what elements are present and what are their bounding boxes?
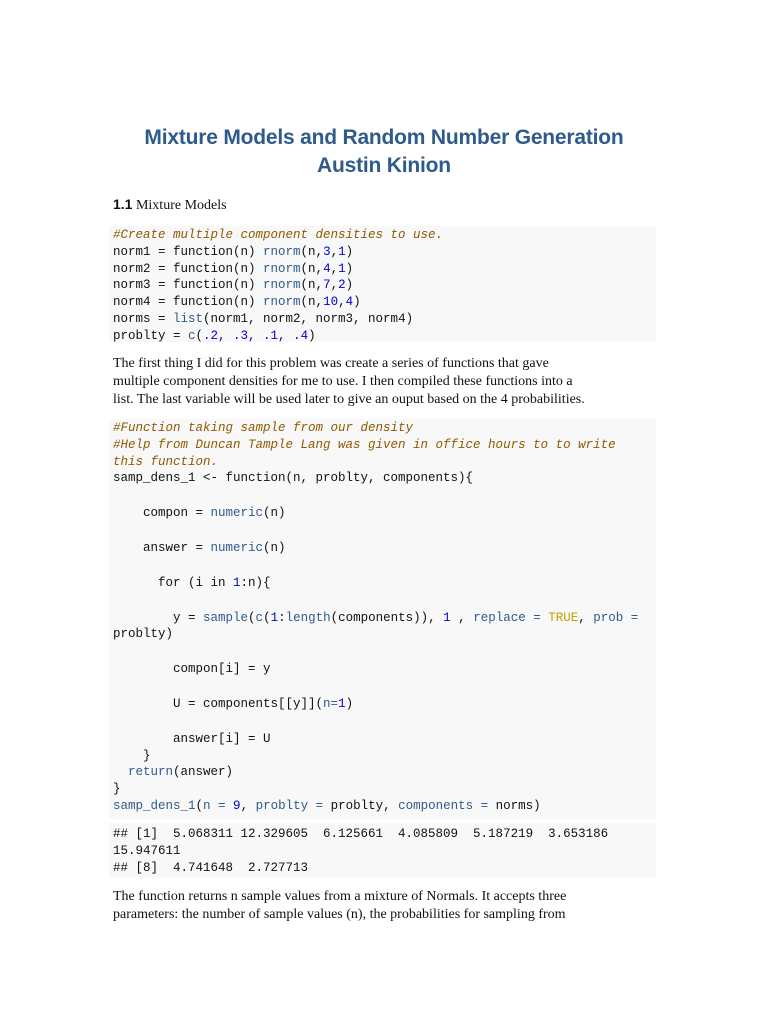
code-block-densities (109, 226, 656, 342)
code-line-sample-continued: problty) (113, 627, 174, 642)
code-line-sample: y = sample(c(1:length(components)), 1 , replace = TRUE, prob = (113, 610, 639, 625)
code-line-close: } (113, 748, 151, 763)
code-line-close: } (113, 782, 121, 797)
section-number: 1.1 (113, 196, 133, 212)
section-label: Mixture Models (135, 198, 227, 213)
section-heading (113, 196, 227, 214)
code-line-problty: problty = c(.2, .3, .1, .4) (113, 328, 316, 343)
code-line-answer-assign: answer[i] = U (113, 731, 271, 746)
code-line-call: samp_dens_1(n = 9, problty = problty, components = norms) (113, 798, 541, 813)
code-line-norm2: norm2 = function(n) rnorm(n,4,1) (113, 261, 354, 276)
code-comment: #Create multiple component densities to use. (113, 228, 444, 242)
code-line-for: for (i in 1:n){ (113, 575, 271, 590)
code-line-return: return(answer) (128, 765, 234, 780)
code-block-sampler (109, 419, 656, 819)
code-line-norm4: norm4 = function(n) rnorm(n,10,4) (113, 295, 361, 310)
document-title: Mixture Models and Random Number Generation (144, 126, 624, 149)
paragraph-explanation-2: The function returns n sample values from a mixture of Normals. It accepts three parameters: the number of sample values (n), the probabilities for sampling from (113, 889, 567, 922)
paragraph-explanation-1: The first thing I did for this problem was create a series of functions that gave multiple component densities for me to use. I then compiled these functions into a list. The last variable will be used later to give an ouput based on the 4 probabilities. (113, 356, 585, 407)
output-line: 15.947611 (113, 843, 181, 858)
output-line: ## [1] 5.068311 12.329605 6.125661 4.085809 5.187219 3.653186 (113, 827, 609, 841)
code-line-compon: compon = numeric(n) (113, 506, 286, 521)
code-comment: #Help from Duncan Tample Lang was given in office hours to to write (113, 437, 616, 452)
code-line-u: U = components[[y]](n=1) (113, 696, 354, 711)
output-line: ## [8] 4.741648 2.727713 (113, 860, 309, 875)
document-author: Austin Kinion (317, 154, 451, 177)
code-line-norms: norms = list(norm1, norm2, norm3, norm4) (113, 311, 414, 326)
code-comment: #Function taking sample from our density (113, 421, 414, 435)
code-comment: this function. (113, 454, 219, 469)
code-line-compon-assign: compon[i] = y (113, 662, 271, 677)
code-line-definition: samp_dens_1 <- function(n, problty, components){ (113, 471, 474, 486)
code-line-answer: answer = numeric(n) (113, 540, 286, 555)
code-line-norm1: norm1 = function(n) rnorm(n,3,1) (113, 244, 354, 259)
code-output (109, 823, 656, 878)
code-line-norm3: norm3 = function(n) rnorm(n,7,2) (113, 278, 354, 293)
